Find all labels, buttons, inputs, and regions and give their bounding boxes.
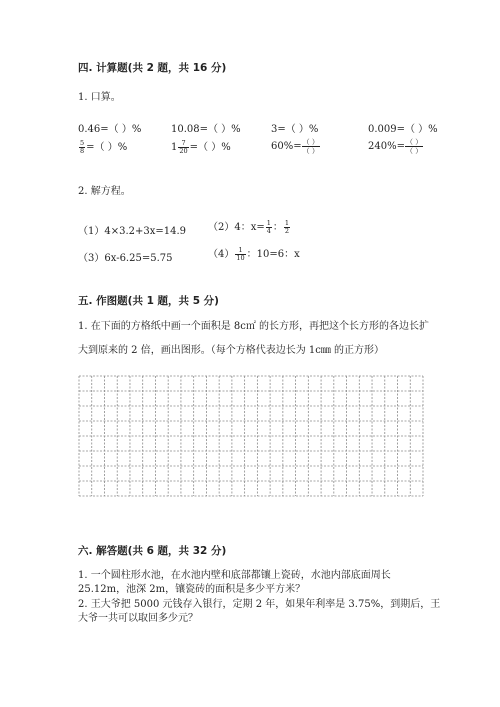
equation-4: （4） $\frac{1}{10}$ ：10=6：x: [208, 246, 300, 262]
equation-3: （3）6x-6.25=5.75: [78, 253, 173, 264]
grid-paper[interactable]: [78, 375, 424, 497]
mental-calc-2: 10.08=（ ）%: [171, 124, 241, 135]
mental-calc-8: 240%= $\frac{( )}{( )}$: [368, 138, 423, 155]
fraction-5-8: $\frac{5}{8}$: [80, 139, 85, 155]
mental-calc-1: 0.46=（ ）%: [78, 124, 142, 135]
section-4-title: 四. 计算题(共 2 题，共 16 分): [78, 62, 227, 74]
question-2-label: 2. 解方程。: [78, 186, 131, 197]
mental-calc-4: 0.009=（ ）%: [368, 124, 438, 135]
mental-calc-5: $\frac{5}{8}$ =（ ）%: [80, 139, 128, 155]
mental-calc-3: 3=（ ）%: [271, 124, 319, 135]
problem-2-line-2: 大爷一共可以取回多少元？: [78, 613, 198, 624]
drawing-question-line-2: 大到原来的 2 倍，画出图形。（每个方格代表边长为 1c㎜ 的正方形）: [78, 345, 385, 356]
blank-fraction: $\frac{( )}{( )}$: [405, 138, 423, 155]
problem-2-line-1: 2. 王大爷把 5000 元钱存入银行，定期 2 年，如果年利率是 3.75%，到期后，王: [78, 599, 441, 610]
problem-1-line-2: 25.12m，池深 2m，镶瓷砖的面积是多少平方米？: [78, 584, 306, 595]
question-1-label: 1. 口算。: [78, 92, 121, 103]
mental-calc-7: 60%= $\frac{( )}{( )}$: [271, 138, 319, 155]
section-6-title: 六. 解答题(共 6 题，共 32 分): [78, 545, 227, 557]
blank-fraction: $\frac{( )}{( )}$: [302, 138, 319, 155]
equation-1: （1）4×3.2+3x=14.9: [78, 226, 187, 237]
mental-calc-6: 1 $\frac{7}{20}$ =（ ）%: [171, 139, 231, 155]
problem-1-line-1: 1. 一个圆柱形水池，在水池内壁和底部都镶上瓷砖，水池内部底面周长: [78, 570, 391, 581]
section-5-title: 五. 作图题(共 1 题，共 5 分): [78, 295, 219, 307]
drawing-question-line-1: 1. 在下面的方格纸中画一个面积是 8c㎡ 的长方形，再把这个长方形的各边长扩: [78, 321, 430, 332]
fraction-7-20: $\frac{7}{20}$: [179, 139, 188, 155]
equation-2: （2）4：x= $\frac{1}{4}$ ： $\frac{1}{2}$: [208, 219, 290, 235]
